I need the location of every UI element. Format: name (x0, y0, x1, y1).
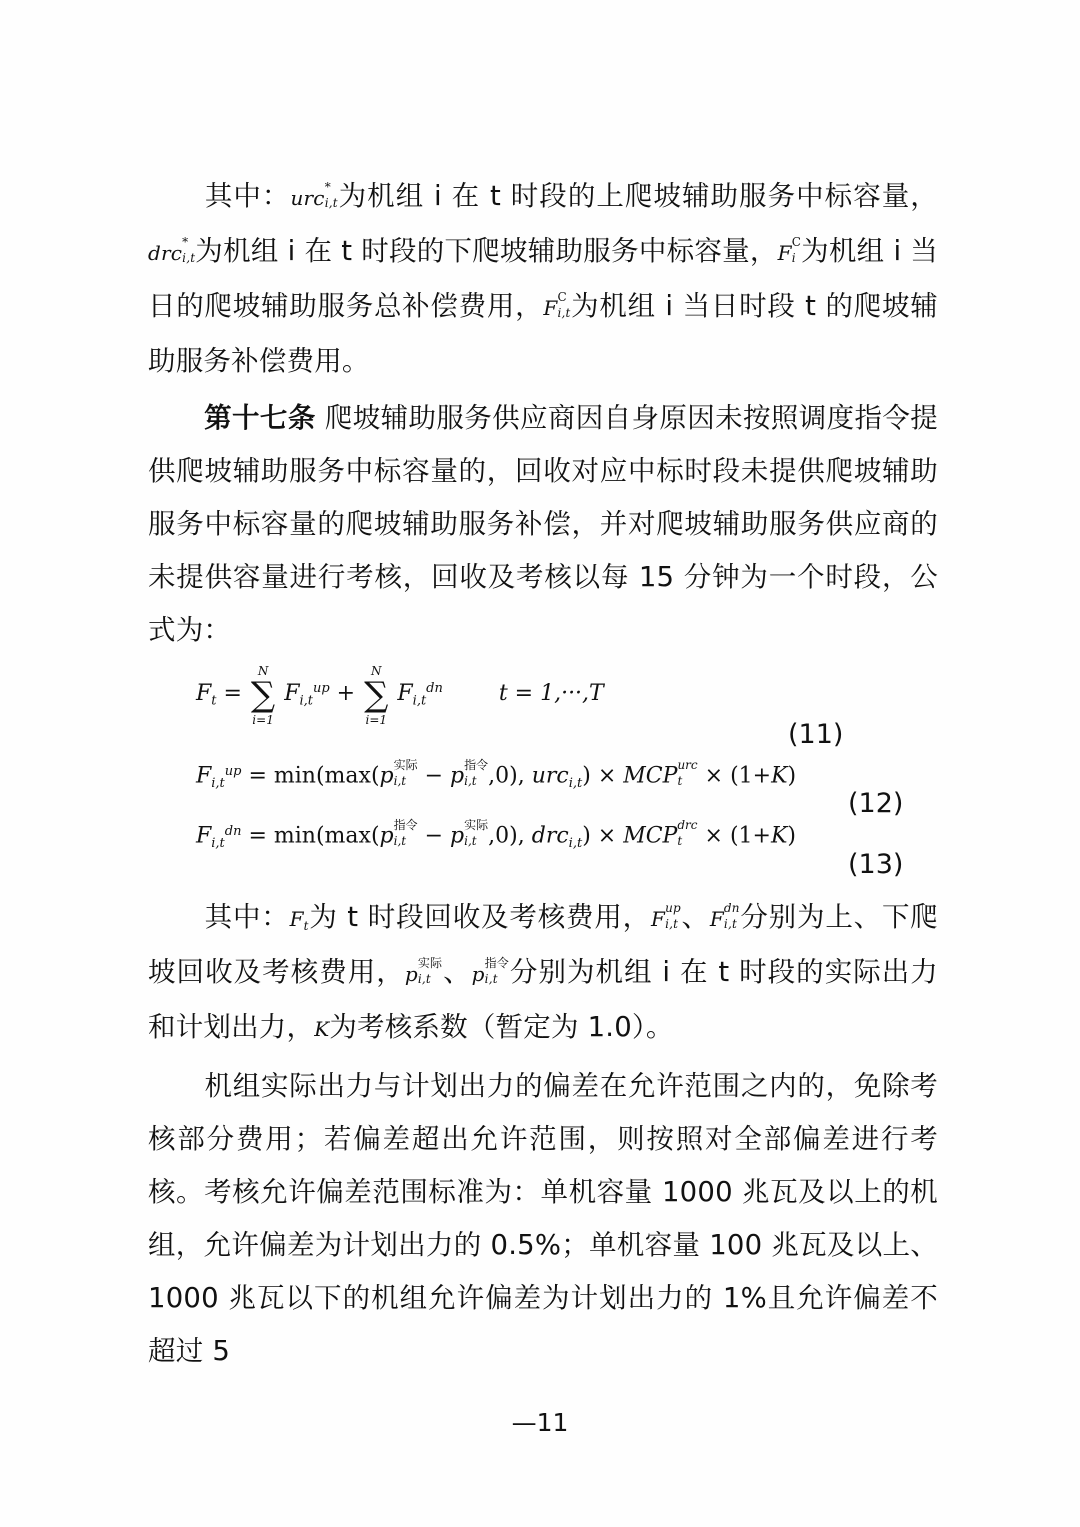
paragraph-text-3a: 为 t 时段回收及考核费用， (308, 901, 651, 933)
math-p-plan: p 指令 i,t (471, 955, 510, 987)
math-fc-i: F C i (777, 234, 802, 266)
math-urc-star: urc * i,t (290, 179, 338, 211)
paragraph-text-4: 机组实际出力与计划出力的偏差在允许范围之内的，免除考核部分费用；若偏差超出允许范围，则按照对全部偏差进行考核。考核允许偏差范围标准为：单机容量 1000 兆瓦及以上的机组，允许偏差为计划出力的 0.5%；单机容量 100 兆瓦及以上、1000 兆瓦以下的机组允许偏差为计划出力的 1%且允许偏差不超过 5 (148, 1070, 938, 1367)
paragraph-text-1b: 为机组 i 在 t 时段的下爬坡辅助服务中标容量， (195, 235, 778, 267)
paragraph-text-3b: 、 (680, 901, 710, 933)
math-f-t: $F_t$ (289, 907, 309, 934)
equation-11: $F_t$ = ∑ N i=1 $F_{i,t}^{up}$ + ∑ N i=1 $F_{i,t}^{dn}$ t = 1,···,T (196, 664, 604, 727)
summation-symbol: ∑ N i=1 (250, 664, 276, 727)
math-p-actual: p 实际 i,t (404, 955, 443, 987)
equation-number-13: (13) (848, 849, 904, 880)
paragraph-text-3d: 、 (442, 956, 472, 988)
paragraph-article-17 (148, 392, 938, 657)
article-body-text: 爬坡辅助服务供应商因自身原因未按照调度指令提供爬坡辅助服务中标容量的，回收对应中标时段未提供爬坡辅助服务中标容量的爬坡辅助服务补偿，并对爬坡辅助服务供应商的未提供容量进行考核，回收及考核以每 15 分钟为一个时段，公式为： (148, 402, 938, 646)
equation-number-12: (12) (848, 788, 904, 819)
equation-12: $F_{i,t}^{up} = \min(\max(p$ 实际 i,t − p 指令 i,t ,0), urc$_{i,t}$) × MCP urc t × (1+K) (196, 757, 797, 792)
paragraph-deviation-rules (148, 1060, 938, 1378)
equation-13: $F_{i,t}^{dn} = \min(\max(p$ 指令 i,t − p 实际 i,t ,0), drc$_{i,t}$) × MCP drc t × (1+K) (196, 817, 796, 852)
math-fc-it: F C i,t (543, 289, 571, 321)
math-k: K (314, 1017, 330, 1041)
equation-number-11: (11) (788, 719, 844, 750)
paragraph-definitions-1 (148, 170, 938, 388)
paragraph-text-3f: 为考核系数（暂定为 1.0）。 (329, 1011, 674, 1043)
paragraph-text-3e: 分别为机组 i 在 t 时段的实际出力和计划出力， (148, 956, 939, 1043)
paragraph-text-3c: 分别为上、下爬坡回收及考核费用， (148, 901, 938, 988)
paragraph-text-1c: 为机组 i 当日的爬坡辅助服务总补偿费用， (148, 235, 938, 322)
paragraph-lead-2: 其中： (204, 901, 290, 933)
paragraph-text-1a: 为机组 i 在 t 时段的上爬坡辅助服务中标容量， (337, 180, 938, 212)
page-number: —11 (511, 1408, 569, 1437)
math-drc-star: drc * i,t (148, 234, 196, 266)
math-f-up-it: F up i,t (651, 900, 681, 932)
paragraph-text-1d: 为机组 i 当日时段 t 的爬坡辅助服务补偿费用。 (148, 290, 938, 377)
paragraph-definitions-2 (148, 891, 938, 1056)
math-f-dn-it: F dn i,t (709, 900, 740, 932)
equation-block (148, 664, 938, 881)
summation-symbol: ∑ N i=1 (364, 664, 389, 727)
page-content (148, 170, 938, 1378)
article-label: 第十七条 (204, 402, 316, 434)
paragraph-lead: 其中： (204, 180, 291, 212)
